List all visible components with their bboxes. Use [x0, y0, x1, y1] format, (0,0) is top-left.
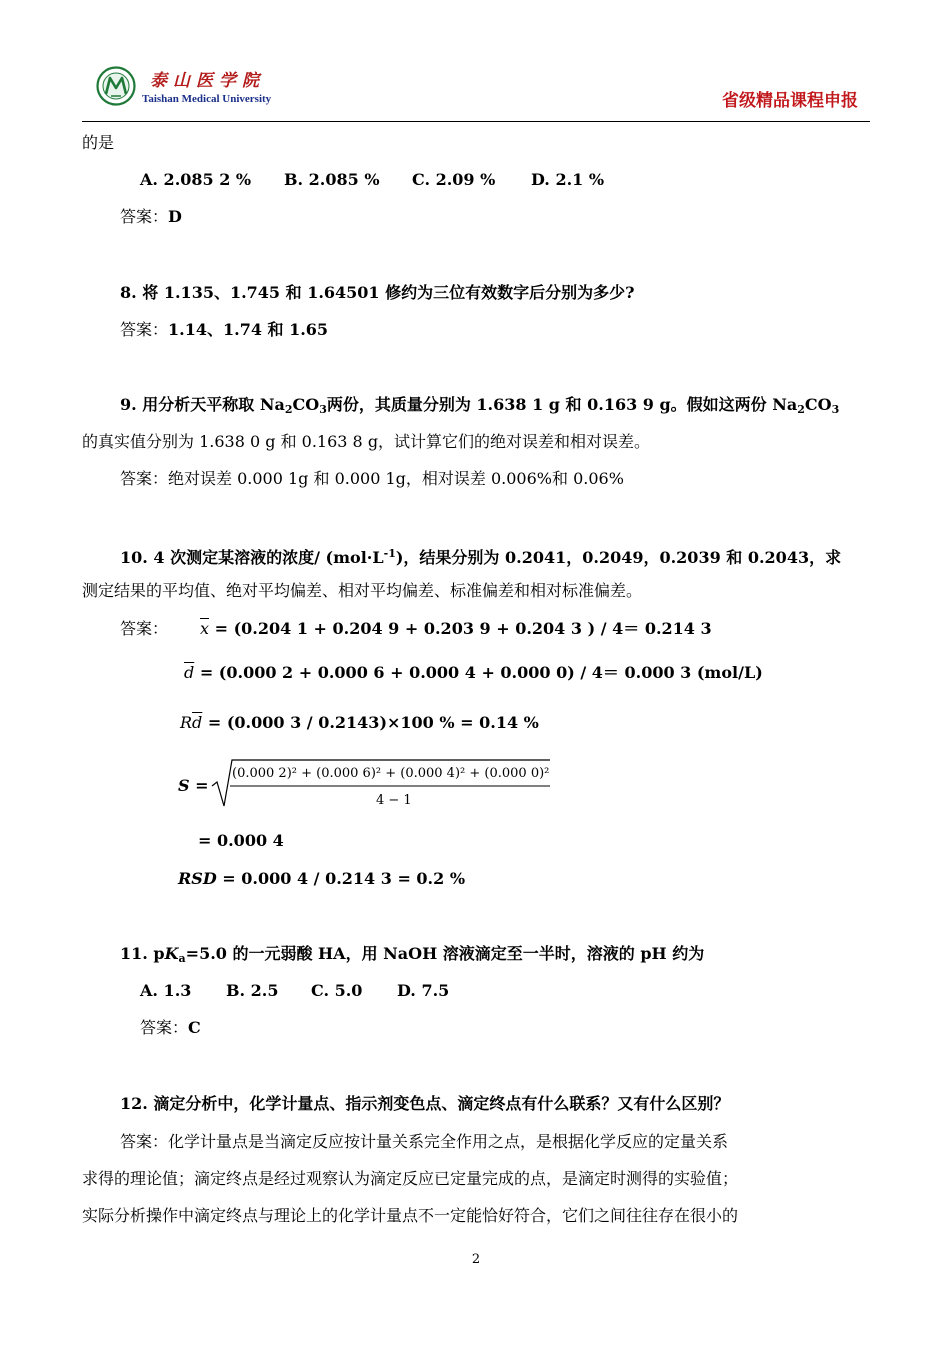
question-text: =5.0 的一元弱酸 HA，用 NaOH 溶液滴定至一半时，溶液的 pH 约为 — [185, 944, 705, 963]
q11-answer — [140, 1018, 201, 1038]
q12-answer-line3: 实际分析操作中滴定终点与理论上的化学计量点不一定能恰好符合，它们之间往往存在很小的 — [82, 1206, 739, 1225]
header-title: 省级精品课程申报 — [722, 91, 858, 111]
q7-option-c: C. 2.09 % — [412, 170, 496, 189]
question-number: 10. — [120, 548, 148, 567]
q11-option-b: B. 2.5 — [226, 981, 279, 1000]
rsd-formula — [178, 869, 465, 889]
pka-p: p — [153, 944, 165, 963]
answer-label: 答案： — [120, 207, 169, 226]
question-text: CO — [804, 395, 832, 414]
question-number: 9. — [120, 395, 137, 414]
question-number: 11. — [120, 944, 148, 963]
question-text: )，结果分别为 0.2041，0.2049，0.2039 和 0.2043，求 — [395, 548, 842, 567]
rd-d-symbol: $\overline{d}$ — [192, 713, 203, 732]
answer-value: C — [188, 1018, 201, 1037]
subscript: 2 — [284, 403, 293, 416]
subscript: 3 — [319, 403, 327, 416]
avg-deviation-symbol: $\overline{d}$ — [184, 663, 195, 682]
q7-option-d: D. 2.1 % — [531, 170, 605, 189]
answer-value: D — [168, 207, 182, 226]
answer-value: 1.14、1.74 和 1.65 — [168, 320, 329, 339]
q7-continuation: 的是 — [82, 133, 115, 152]
question-text: 将 1.135、1.745 和 1.64501 修约为三位有效数字后分别为多少? — [142, 283, 635, 302]
q10-question-line2: 测定结果的平均值、绝对平均偏差、相对平均偏差、标准偏差和相对标准偏差。 — [82, 581, 643, 600]
answer-label: 答案： — [120, 469, 169, 488]
mean-formula — [200, 619, 712, 639]
q12-question — [120, 1094, 729, 1114]
rd-r-symbol: R — [180, 713, 193, 732]
rsd-expression: = 0.000 4 / 0.214 3 = 0.2 % — [216, 869, 466, 888]
question-text: 4 次测定某溶液的浓度/ (mol·L — [153, 548, 384, 567]
page-number: 2 — [471, 1252, 481, 1267]
s-symbol: S — [178, 776, 190, 795]
q7-option-b: B. 2.085 % — [284, 170, 380, 189]
rd-expression: = (0.000 3 / 0.2143)×100 % = 0.14 % — [202, 713, 539, 732]
q9-question-line2: 的真实值分别为 1.638 0 g 和 0.163 8 g，试计算它们的绝对误差和相对误差。 — [82, 432, 651, 451]
q11-option-d: D. 7.5 — [397, 981, 450, 1000]
pka-k: K — [164, 944, 179, 963]
q12-answer-line2: 求得的理论值；滴定终点是经过观察认为滴定反应已定量完成的点，是滴定时测得的实验值； — [82, 1169, 739, 1188]
pka-subscript: a — [178, 952, 186, 965]
answer-label: 答案： — [120, 320, 169, 339]
rsd-symbol: RSD — [178, 869, 217, 888]
question-number: 12. — [120, 1094, 148, 1113]
q11-option-c: C. 5.0 — [311, 981, 363, 1000]
answer-value: 绝对误差 0.000 1g 和 0.000 1g，相对误差 0.006%和 0.06% — [168, 469, 624, 488]
s-equals: = — [189, 776, 209, 795]
subscript: 3 — [831, 403, 840, 416]
std-dev-numerator: (0.000 2)² + (0.000 6)² + (0.000 4)² + (0.000 0)² — [232, 766, 550, 781]
mean-expression: = (0.204 1 + 0.204 9 + 0.203 9 + 0.204 3 ) / 4＝ 0.214 3 — [209, 619, 712, 638]
mean-symbol: $\overline{x}$ — [200, 619, 210, 638]
q11-option-a: A. 1.3 — [140, 981, 192, 1000]
university-name-en: Taishan Medical University — [142, 93, 272, 105]
header-divider — [82, 121, 870, 122]
answer-label: 答案： — [140, 1018, 189, 1037]
q11-question — [120, 944, 704, 969]
std-dev-label — [178, 776, 209, 796]
question-number: 8. — [120, 283, 137, 302]
relative-avg-deviation-formula — [180, 713, 539, 733]
std-dev-result: = 0.000 4 — [198, 831, 284, 850]
superscript: -1 — [383, 547, 396, 560]
std-dev-denominator: 4 − 1 — [376, 793, 412, 808]
question-text: CO — [292, 395, 320, 414]
university-logo-icon — [96, 66, 136, 106]
q7-option-a: A. 2.085 2 % — [140, 170, 252, 189]
question-text: 两份，其质量分别为 1.638 1 g 和 0.163 9 g。假如这两份 Na — [326, 395, 798, 414]
subscript: 2 — [797, 403, 805, 416]
q10-answer-label: 答案： — [120, 619, 169, 638]
university-name-cn: 泰山医学院 — [150, 71, 265, 91]
q8-answer — [120, 320, 328, 340]
question-text: 滴定分析中，化学计量点、指示剂变色点、滴定终点有什么联系？又有什么区别？ — [153, 1094, 730, 1113]
q10-question-line1 — [120, 544, 841, 568]
q7-answer — [120, 207, 182, 227]
avg-deviation-formula — [184, 663, 763, 683]
question-text: 用分析天平称取 Na — [142, 395, 285, 414]
avg-deviation-expression: = (0.000 2 + 0.000 6 + 0.000 4 + 0.000 0) / 4＝ 0.000 3 (mol/L) — [194, 663, 763, 682]
q9-question-line1 — [120, 395, 839, 420]
q9-answer — [120, 469, 624, 489]
q8-question — [120, 283, 635, 303]
q12-answer-line1: 答案：化学计量点是当滴定反应按计量关系完全作用之点，是根据化学反应的定量关系 — [120, 1132, 729, 1151]
